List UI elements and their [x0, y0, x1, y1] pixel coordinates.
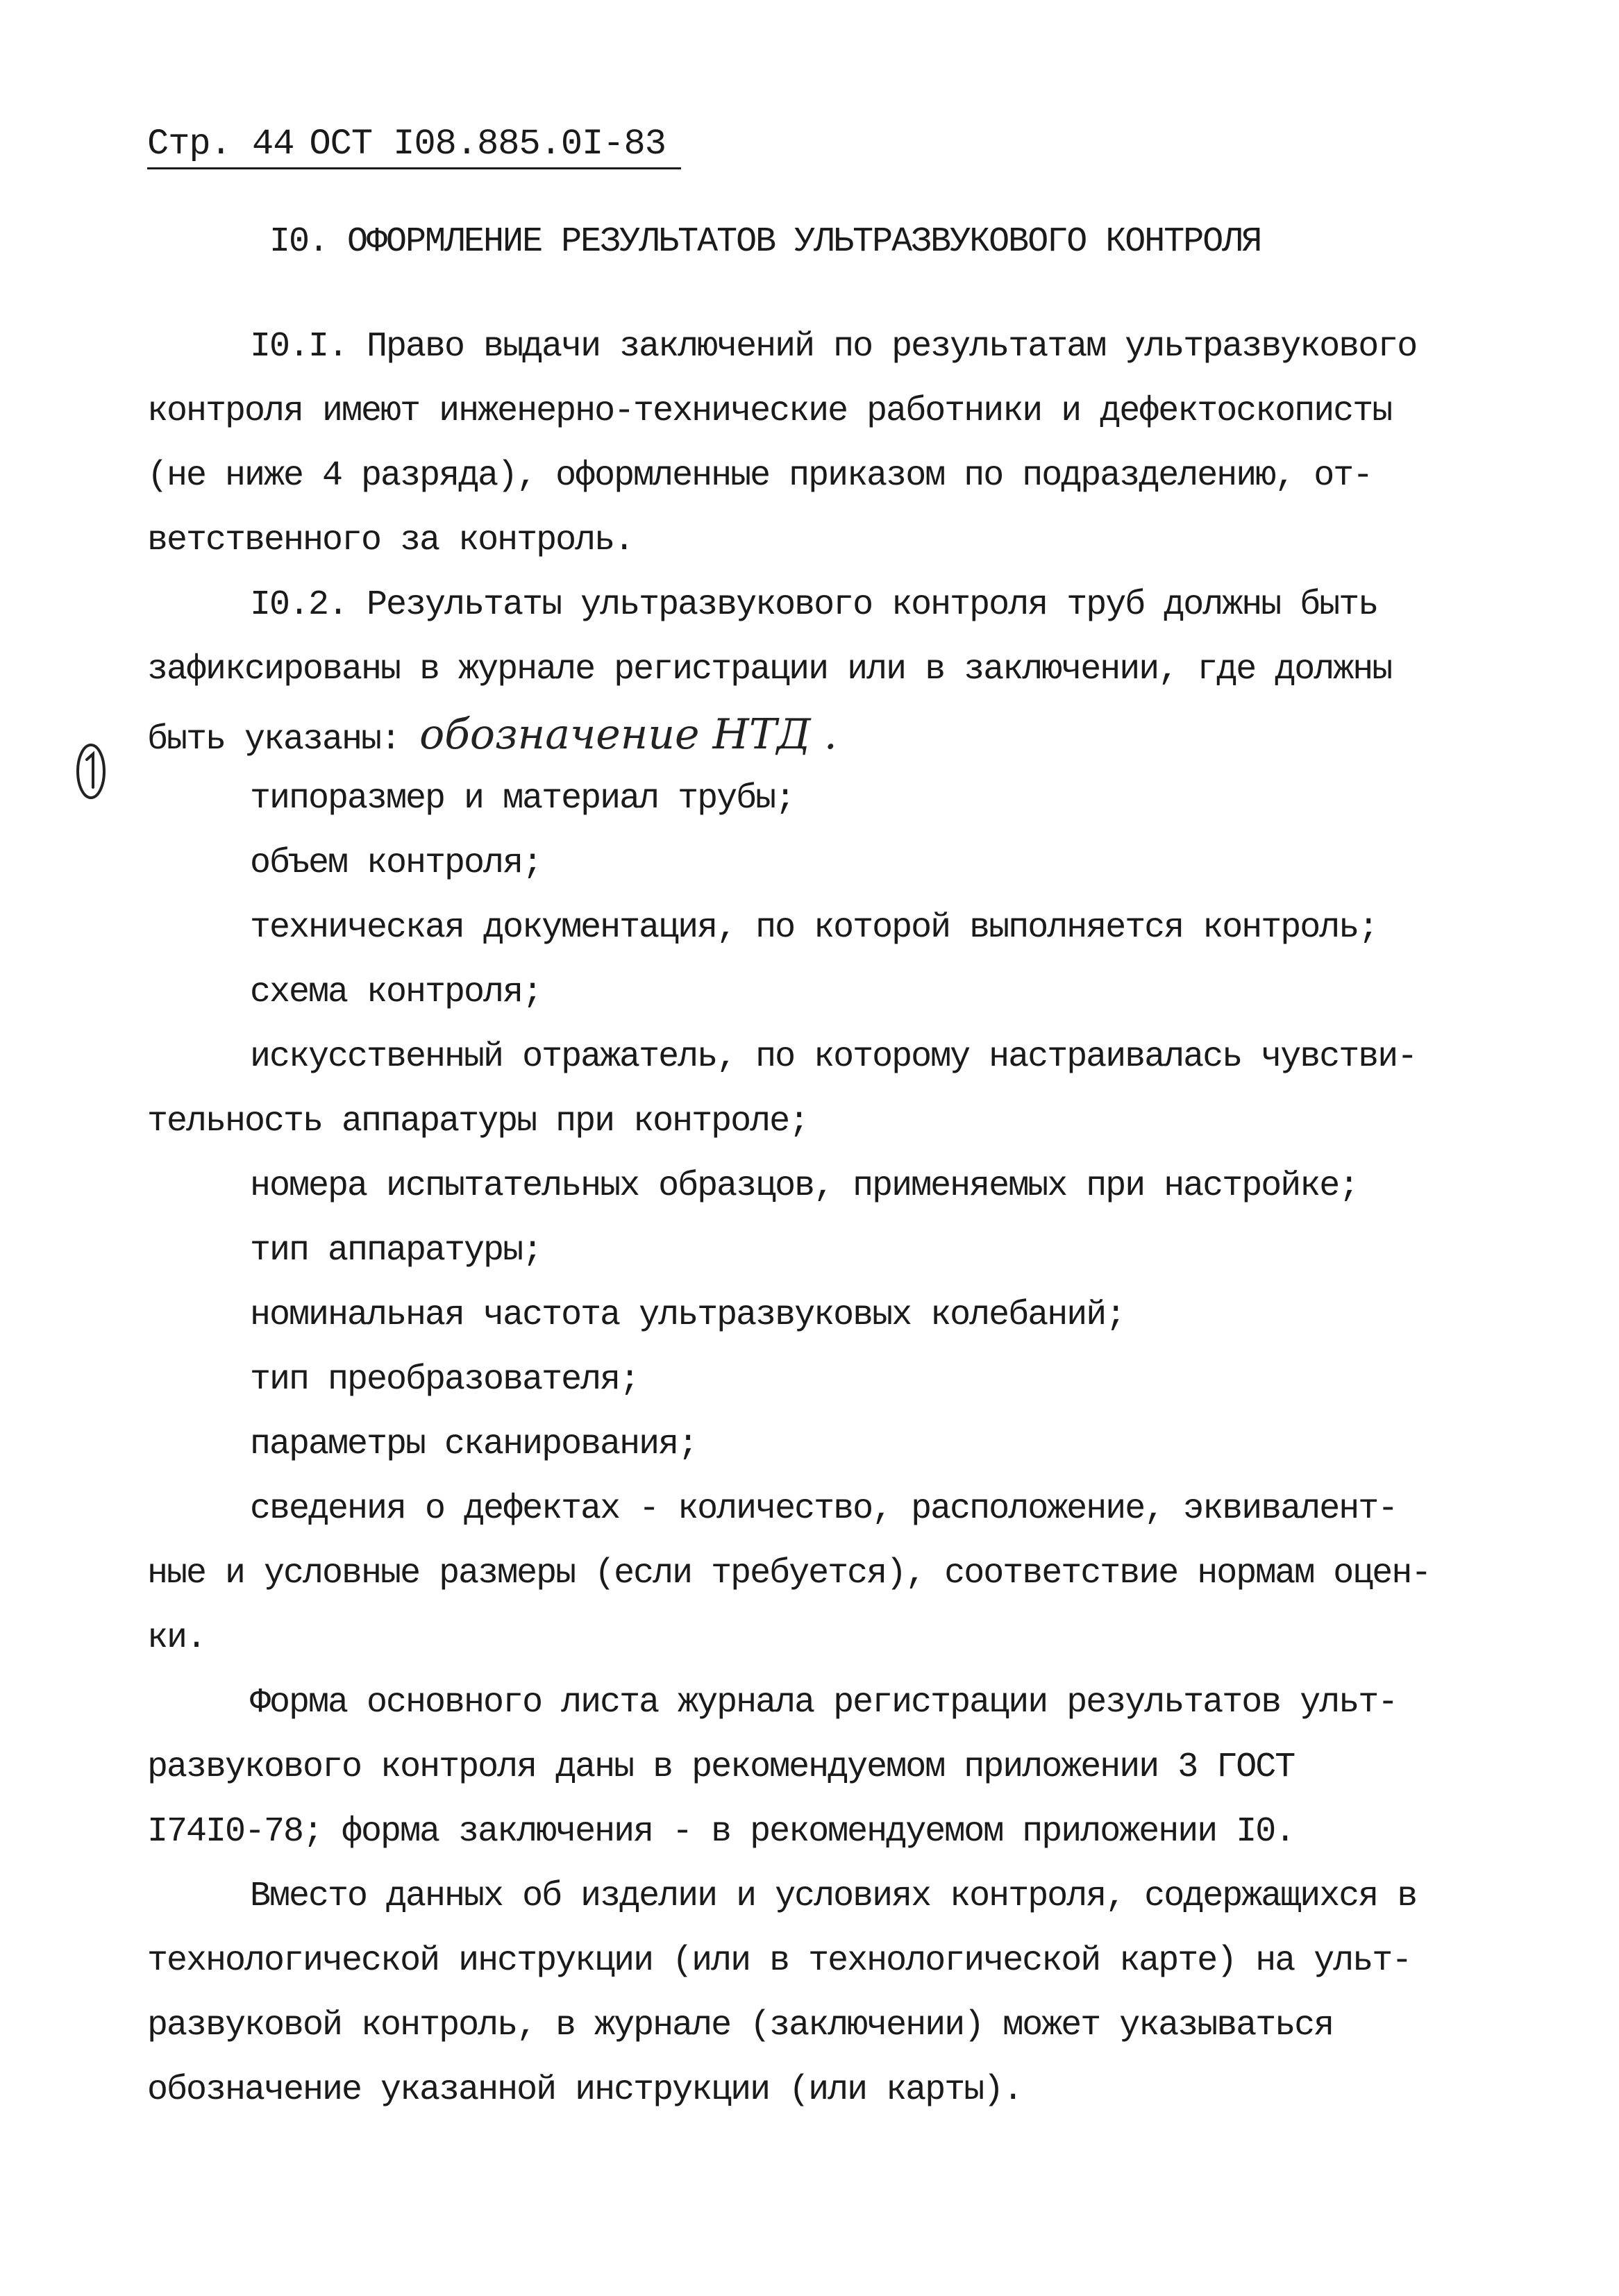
list-intro: быть указаны:	[147, 720, 401, 760]
list-item: типоразмер и материал трубы;	[250, 779, 795, 819]
standard-code: ОСТ I08.885.0I-83	[309, 124, 666, 165]
paragraph-line: I74I0-78; форма заключения - в рекомендуемом приложении I0.	[147, 1812, 1295, 1852]
list-item: номера испытательных образцов, применяемых при настройке;	[250, 1166, 1359, 1206]
handwritten-insert: обозначение НТД .	[419, 710, 837, 759]
list-item: тип аппаратуры;	[250, 1231, 542, 1271]
page-header	[147, 124, 681, 169]
paragraph-line: ветственного за контроль.	[147, 521, 634, 560]
paragraph-line: контроля имеют инженерно-технические работники и дефектоскописты	[147, 392, 1392, 431]
paragraph-line: развукового контроля даны в рекомендуемом приложении 3 ГОСТ	[147, 1748, 1295, 1787]
list-item: искусственный отражатель, по которому настраивалась чувстви-	[250, 1037, 1417, 1077]
list-item: тельность аппаратуры при контроле;	[147, 1102, 809, 1141]
paragraph-line: I0.2. Результаты ультразвукового контроля труб должны быть	[250, 585, 1378, 625]
section-title: I0. ОФОРМЛЕНИЕ РЕЗУЛЬТАТОВ УЛЬТРАЗВУКОВОГО КОНТРОЛЯ	[269, 222, 1261, 262]
paragraph-line: (не ниже 4 разряда), оформленные приказом по подразделению, от-	[147, 456, 1373, 496]
list-item: ные и условные размеры (если требуется), соответствие нормам оцен-	[147, 1554, 1431, 1593]
list-item: техническая документация, по которой выполняется контроль;	[250, 908, 1378, 948]
paragraph-line: Форма основного листа журнала регистрации результатов ульт-	[250, 1683, 1398, 1723]
page-number-label: Стр. 44	[147, 124, 294, 165]
paragraph-line: развуковой контроль, в журнале (заключении) может указываться	[147, 2006, 1334, 2045]
paragraph-line: обозначение указанной инструкции (или карты).	[147, 2070, 1023, 2110]
paragraph-line	[147, 710, 837, 761]
list-item: номинальная частота ультразвуковых колебаний;	[250, 1296, 1125, 1335]
paragraph-line: технологической инструкции (или в технологической карте) на ульт-	[147, 1941, 1411, 1981]
paragraph-line: I0.I. Право выдачи заключений по результатам ультразвукового	[250, 327, 1417, 367]
list-item: тип преобразователя;	[250, 1360, 639, 1400]
list-item: объем контроля;	[250, 844, 542, 883]
paragraph-line: зафиксированы в журнале регистрации или в заключении, где должны	[147, 650, 1392, 689]
margin-circled-number-icon	[75, 741, 107, 801]
list-item: параметры сканирования;	[250, 1425, 698, 1464]
list-item: схема контроля;	[250, 973, 542, 1012]
list-item: ки.	[147, 1618, 206, 1658]
paragraph-line: Вместо данных об изделии и условиях контроля, содержащихся в	[250, 1877, 1417, 1916]
list-item: сведения о дефектах - количество, расположение, эквивалент-	[250, 1489, 1398, 1529]
